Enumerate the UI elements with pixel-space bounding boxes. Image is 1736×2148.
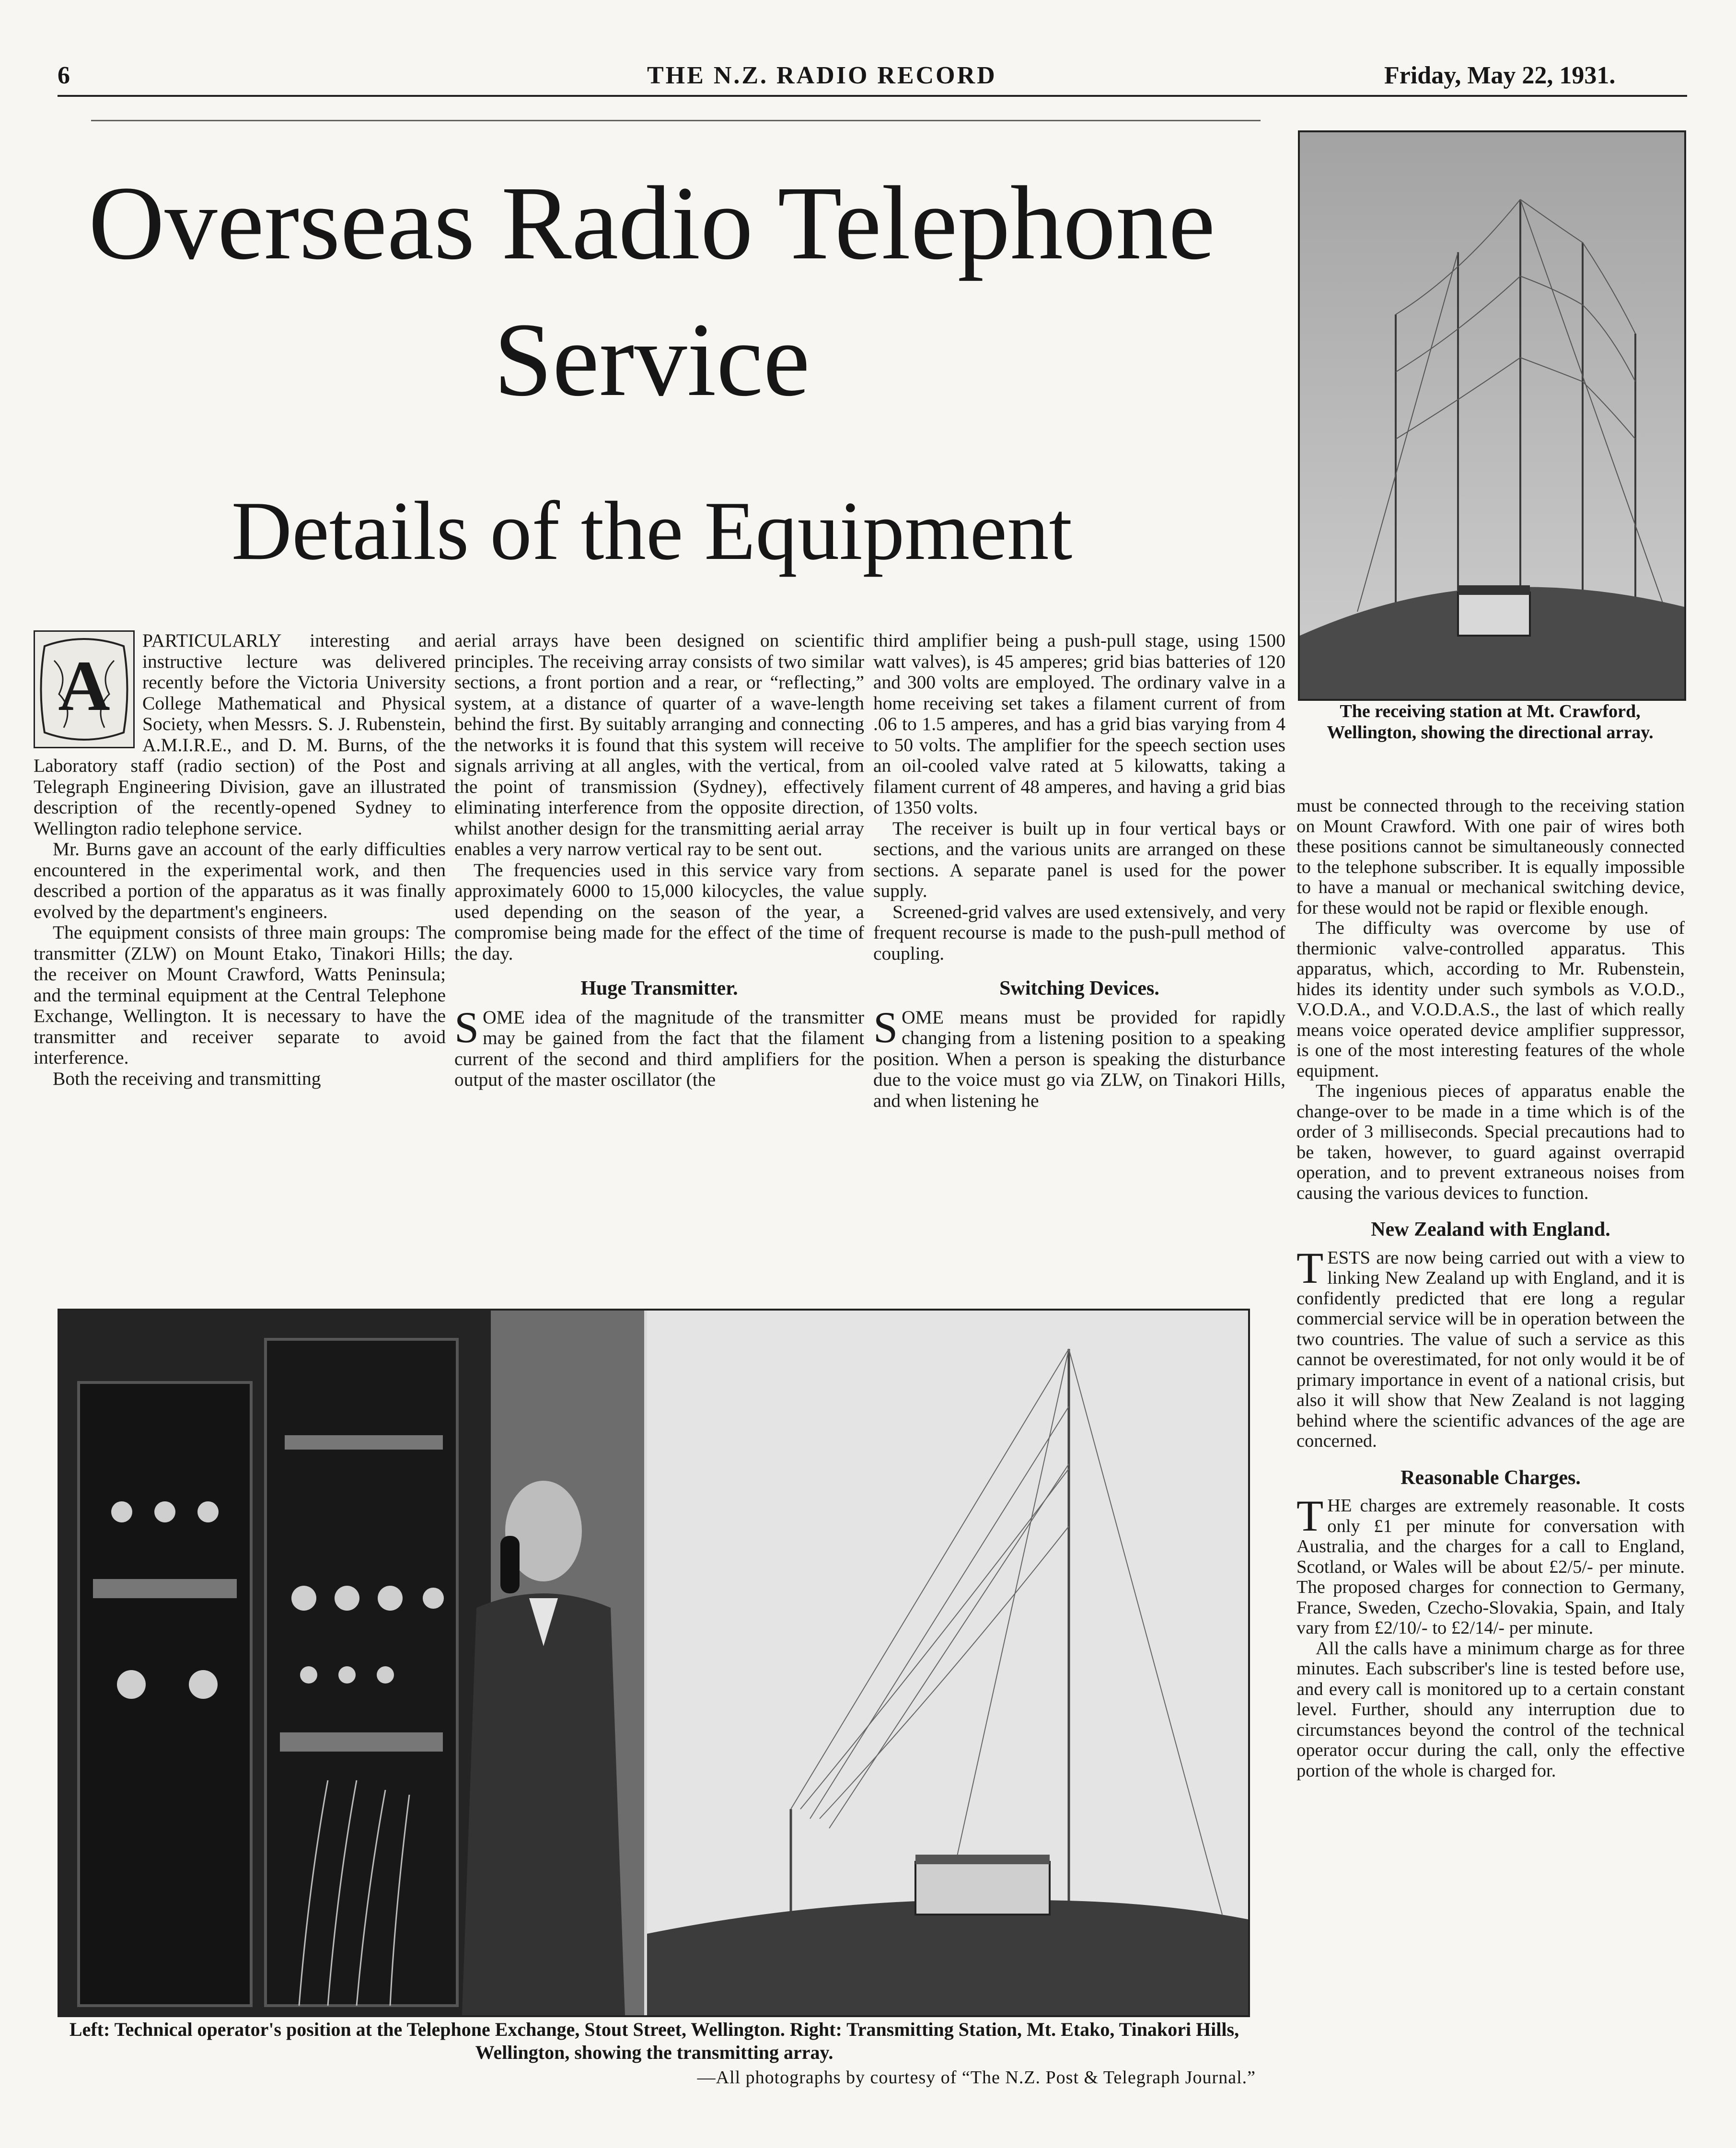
col2-paragraph-1: aerial arrays have been designed on scientific principles. The receiving array consists of two similar sections, a front portion and a rear, or “reflecting,” system, at a distance of quarter of a wave-length behind the first. By suitably arranging and connecting the networks it is found that this system will receive signals arriving at all angles, with the vertical, from the point of transmission (Sydney), effectively eliminating interference from the opposite direction, whilst another design for the transmitting aerial array enables a very narrow vertical ray to be sent out. (454, 630, 864, 859)
receiving-station-photo (1298, 130, 1686, 701)
col3-paragraph-4: OME means must be provided for rapidly changing from a listening position to a speaking position. When a person is speaking the disturbance due to the voice must go via ZLW, on Tinakori Hills, and when listening he (873, 1006, 1285, 1111)
publication-title: THE N.Z. RADIO RECORD (647, 62, 997, 89)
col3-paragraph-2: The receiver is built up in four vertical bays or sections, and the various units are arranged on these sections. A separate panel is used for the power supply. (873, 817, 1285, 901)
col3-paragraph-1: third amplifier being a push-pull stage, using 1500 watt valves), is 45 amperes; grid bias batteries of 120 and 300 volts are employed. The ordinary valve in a home receiving set takes a filament current of from .06 to 1.5 amperes, and has a grid bias varying from 4 to 50 volts. The amplifier for the speech section uses an oil-cooled valve rated at 5 kilowatts, taking a filament current of 48 amperes, and having a grid bias of 1350 volts. (873, 630, 1285, 818)
exchange-operator-illustration (59, 1311, 644, 2015)
col2-paragraph-2: The frequencies used in this service vary from approximately 6000 to 15,000 kilocycles, the value used depending on the season of the year, a compromise being made for the effect of the time of the day. (454, 859, 864, 964)
col1-paragraph-1: PARTICULARLY interesting and instructive lecture was delivered recently before the Victoria University College Mathematical and Physical Society, when Messrs. S. J. Rubenstein, A.M.I.R.E., and D. M. Burns, of the Laboratory staff (radio section) of the Post and Telegraph Engineering Division, gave an illustrated description of the recently-opened Sydney to Wellington radio telephone service. (34, 630, 446, 839)
col4-paragraph-5: HE charges are extremely reasonable. It costs only £1 per minute for conversation with Australia, and the charges for a call to England, Scotland, or Wales will be about £2/5/- per minute. The proposed charges for connection to Germany, France, Sweden, Czecho-Slovakia, Spain, and Italy vary from £2/10/- to £2/14/- per minute. (1296, 1496, 1685, 1638)
headline-subtitle: Details of the Equipment (231, 484, 1073, 577)
col4-paragraph-6: All the calls have a minimum charge as for three minutes. Each subscriber's line is tested before use, and every call is monitored up to a certain constant level. Further, should any interruption due to circumstances beyond the control of the technical operator occur during the call, only the effective portion of the whole is charged for. (1296, 1638, 1685, 1781)
page-number: 6 (58, 62, 70, 89)
article-column-2 (454, 630, 864, 1091)
col3-paragraph-3: Screened-grid valves are used extensively, and very frequent recourse is made to the push-pull method of coupling. (873, 901, 1285, 964)
subheading-huge-transmitter: Huge Transmitter. (580, 977, 738, 999)
col4-dropcap-1: T (1296, 1243, 1324, 1292)
headline-line-1: Overseas Radio Telephone (88, 164, 1215, 281)
bottom-photo-caption: Left: Technical operator's position at the Telephone Exchange, Stout Street, Wellington. Right: Transmitting Station, Mt. Etako, Tinakori Hills, Wellington, showing the transmitting array. (69, 2019, 1239, 2063)
photo-credit: —All photographs by courtesy of “The N.Z. Post & Telegraph Journal.” (697, 2067, 1256, 2088)
subheading-reasonable-charges: Reasonable Charges. (1400, 1466, 1581, 1489)
headline-top-rule (91, 120, 1261, 121)
col2-dropcap: S (454, 1002, 479, 1052)
col4-paragraph-2: The difficulty was overcome by use of thermionic valve-controlled apparatus. This apparatus, which, according to Mr. Rubenstein, hides its identity under such symbols as V.O.D., V.O.D.A., and V.O.D.A.S., the last of which really means voice operated device amplifier suppressor, is one of the most interesting features of the whole equipment. (1296, 918, 1685, 1081)
transmitting-station-photo (647, 1311, 1248, 2015)
col4-dropcap-2: T (1296, 1491, 1324, 1540)
col1-paragraph-2: Mr. Burns gave an account of the early difficulties encountered in the experimental work, and then described a portion of the apparatus as it was finally evolved by the department's engineers. (34, 838, 446, 922)
exchange-operator-photo (59, 1311, 644, 2015)
article-column-3 (873, 630, 1285, 1111)
issue-date: Friday, May 22, 1931. (1384, 62, 1616, 89)
article-column-1 (34, 630, 446, 1089)
col4-paragraph-4: ESTS are now being carried out with a view to linking New Zealand up with England, and it is confidently predicted that ere long a regular commercial service will be in operation between the two countries. The value of such a service as this cannot be overestimated, for not only would it be of primary importance in event of a national crisis, but also it will show that New Zealand is not lagging behind where the scientific advances of the age are concerned. (1296, 1247, 1685, 1451)
bottom-photo-panel (58, 1309, 1250, 2017)
subheading-nz-england: New Zealand with England. (1371, 1219, 1610, 1241)
receiving-station-caption: The receiving station at Mt. Crawford, Wellington, showing the directional array. (1327, 701, 1654, 743)
headline-line-2: Service (494, 301, 810, 418)
ornamental-dropcap (34, 630, 135, 748)
col4-paragraph-1: must be connected through to the receiving station on Mount Crawford. With one pair of wires both these positions cannot be simultaneously connected to the telephone subscriber. It is equally impossible to have a manual or mechanical switching device, for these would not be rapid or flexible enough. (1296, 796, 1685, 918)
col1-paragraph-4: Both the receiving and transmitting (53, 1068, 321, 1089)
article-column-4 (1296, 796, 1685, 1781)
header-rule (58, 95, 1687, 97)
col2-paragraph-3: OME idea of the magnitude of the transmitter may be gained from the fact that the filament current of the second and third amplifiers for the output of the master oscillator (the (454, 1006, 864, 1090)
subheading-switching-devices: Switching Devices. (999, 977, 1159, 999)
transmitting-station-illustration (647, 1311, 1248, 2015)
col1-paragraph-3: The equipment consists of three main groups: The transmitter (ZLW) on Mount Etako, Tinakori Hills; the receiver on Mount Crawford, Watts Peninsula; and the terminal equipment at the Central Telephone Exchange, Wellington. It is necessary to have the transmitter and receiver separate to avoid interference. (34, 922, 446, 1068)
col3-dropcap: S (873, 1002, 898, 1052)
col4-paragraph-3: The ingenious pieces of apparatus enable the change-over to be made in a time which is of the order of 3 milliseconds. Special precautions had to be taken, however, to guard against overrapid operation, and to prevent extraneous noises from causing the various devices to function. (1296, 1081, 1685, 1203)
dropcap-letter: A (58, 646, 110, 726)
receiving-station-illustration (1300, 132, 1684, 699)
